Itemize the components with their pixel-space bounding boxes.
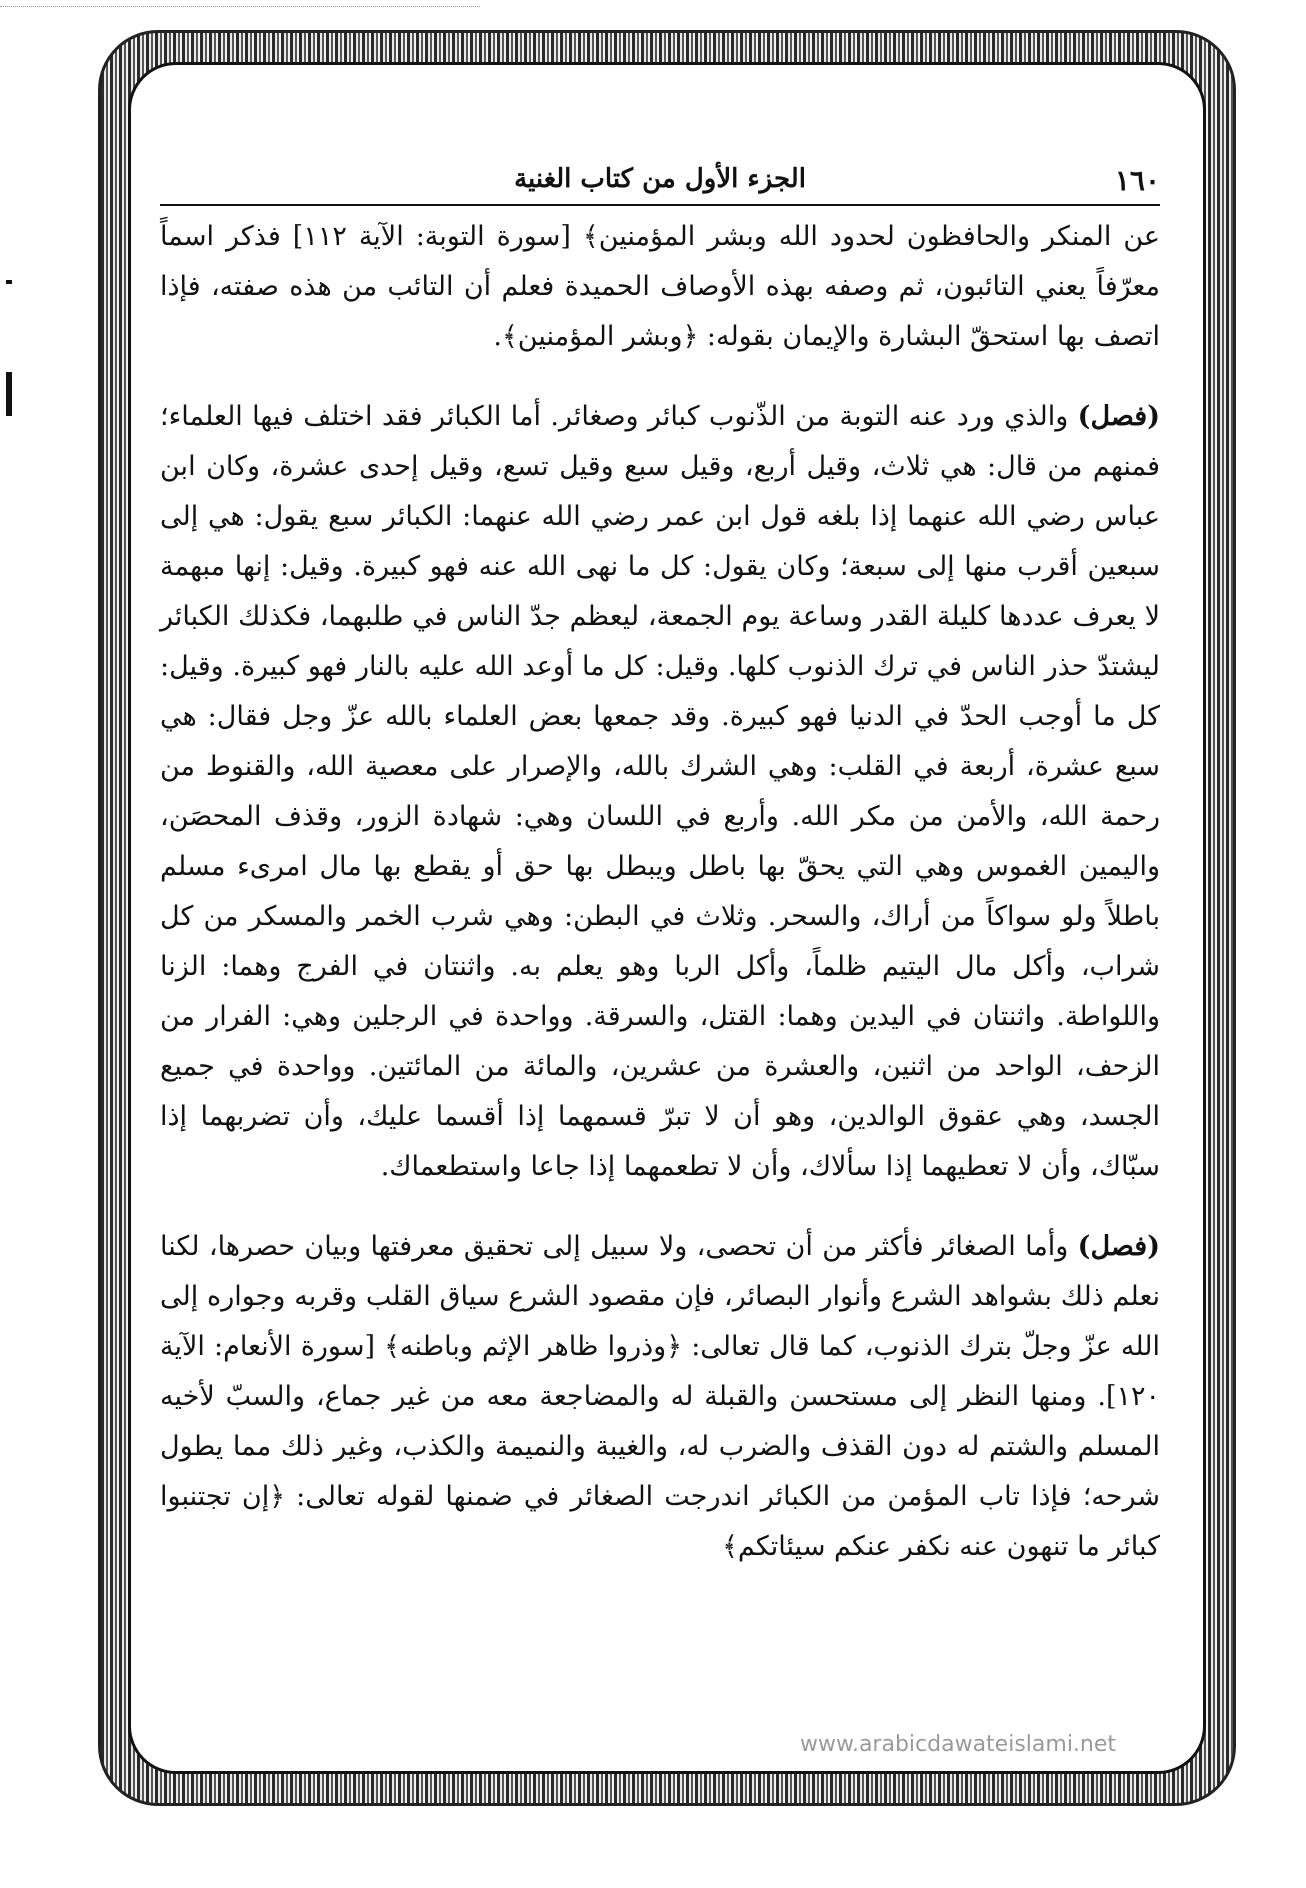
paragraph — [160, 212, 1160, 362]
watermark-url: www.arabicdawateislami.net — [800, 1732, 1117, 1757]
page-number: ١٦٠ — [1114, 164, 1160, 197]
running-title: الجزء الأول من كتاب الغنية — [514, 164, 806, 194]
scan-artifact-mark — [6, 372, 12, 416]
scan-artifact-mark — [6, 280, 12, 284]
scan-artifact-line — [0, 6, 480, 8]
paragraph-text: والذي ورد عنه التوبة من الذّنوب كبائر وصغائر. أما الكبائر فقد اختلف فيها العلماء؛ فمنهم من قال: هي ثلاث، وقيل أربع، وقيل سبع وقيل تسع، وقيل إحدى عشرة، وكان ابن عباس رضي الله عنهما إذا بلغه قول ابن عمر رضي الله عنهما: الكبائر سبع يقول: هي إلى سبعين أقرب منها إلى سبعة؛ وكان يقول: كل ما نهى الله عنه فهو كبيرة. وقيل: إنها مبهمة لا يعرف عددها كليلة القدر وساعة يوم الجمعة، ليعظم جدّ الناس في طلبهما، فكذلك الكبائر ليشتدّ حذر الناس في ترك الذنوب كلها. وقيل: كل ما أوعد الله عليه بالنار فهو كبيرة. وقيل: كل ما أوجب الحدّ في الدنيا فهو كبيرة. وقد جمعها بعض العلماء بالله عزّ وجل فقال: هي سبع عشرة، أربعة في القلب: وهي الشرك بالله، والإصرار على معصية الله، والقنوط من رحمة الله، والأمن من مكر الله. وأربع في اللسان وهي: شهادة الزور، وقذف المحصَن، واليمين الغموس وهي التي يحقّ بها باطل ويبطل بها حق أو يقطع بها مال امرىء مسلم باطلاً ولو سواكاً من أراك، والسحر. وثلاث في البطن: وهي شرب الخمر والمسكر من كل شراب، وأكل مال اليتيم ظلماً، وأكل الربا وهو يعلم به. واثنتان في الفرج وهما: الزنا واللواطة. واثنتان في اليدين وهما: القتل، والسرقة. وواحدة في الرجلين وهي: الفرار من الزحف، الواحد من اثنين، والعشرة من عشرين، والمائة من المائتين. وواحدة في جميع الجسد، وهي عقوق الوالدين، وهو أن لا تبرّ قسمهما إذا أقسما عليك، وأن تضربهما إذا سبّاك، وأن لا تعطيهما إذا سألاك، وأن لا تطعمهما إذا جاعا واستطعماك. — [160, 401, 1161, 1182]
section-marker: (فصل) — [1077, 401, 1160, 432]
paragraph — [160, 392, 1160, 1192]
page-header — [160, 160, 1160, 206]
body-text — [160, 212, 1160, 1572]
paragraph-text: وأما الصغائر فأكثر من أن تحصى، ولا سبيل إلى تحقيق معرفتها وبيان حصرها، لكنا نعلم ذلك بشواهد الشرع وأنوار البصائر، فإن مقصود الشرع سياق القلب وقربه وجواره إلى الله عزّ وجلّ بترك الذنوب، كما قال تعالى: ﴿وذروا ظاهر الإثم وباطنه﴾ [سورة الأنعام: الآية ١٢٠]. ومنها النظر إلى مستحسن والقبلة له والمضاجعة معه من غير جماع، والسبّ لأخيه المسلم والشتم له دون القذف والضرب له، والغيبة والنميمة والكذب، وغير ذلك مما يطول شرحه؛ فإذا تاب المؤمن من الكبائر اندرجت الصغائر في ضمنها لقوله تعالى: ﴿إن تجتنبوا كبائر ما تنهون عنه نكفر عنكم سيئاتكم﴾ — [160, 1231, 1160, 1562]
section-marker: (فصل) — [1077, 1231, 1160, 1262]
paragraph — [160, 1222, 1160, 1572]
paragraph-text: عن المنكر والحافظون لحدود الله وبشر المؤمنين﴾ [سورة التوبة: الآية ١١٢] فذكر اسماً معرّفاً يعني التائبون، ثم وصفه بهذه الأوصاف الحميدة فعلم أن التائب من هذه صفته، فإذا اتصف بها استحقّ البشارة والإيمان بقوله: ﴿وبشر المؤمنين﴾. — [160, 221, 1160, 352]
